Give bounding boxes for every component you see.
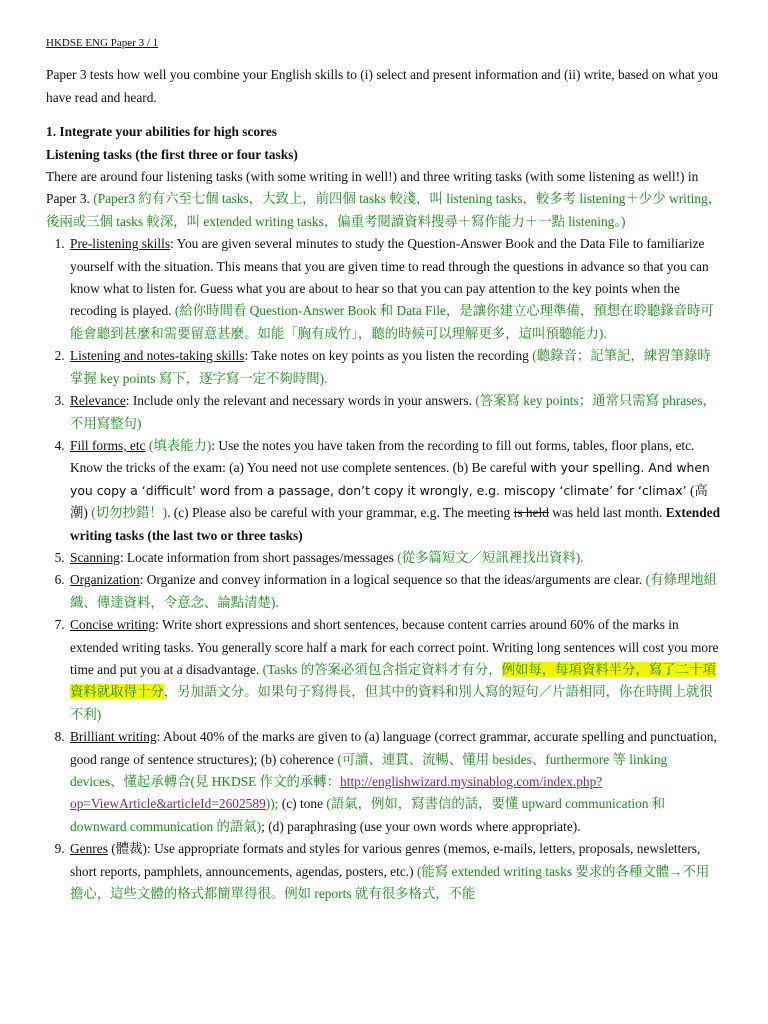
- item-term: Genres: [70, 841, 108, 857]
- list-item: [68, 726, 722, 838]
- subsection-heading: Listening tasks (the first three or four tasks): [46, 146, 298, 162]
- item-zh: (能寫 extended writing tasks 要求的各種文體→不用擔心，這些文體的格式都簡單得很。例如 reports 就有很多格式，不能: [70, 863, 710, 902]
- item-zh: (從多篇短文／短訊裡找出資料).: [397, 549, 584, 565]
- item-zh-pre: (填表能力): [145, 437, 212, 453]
- item-text: : You are given several minutes to study the Question-Answer Book and the Data File to familiarize yourself with the situation. This means that you are given time to read through the questions in advance so that you can know what to listen for. Guess what you are about to hear so that you can pay attention to the key points when the recoding is played.: [70, 236, 709, 319]
- item-zh: (聽錄音；記筆記，練習筆錄時掌握 key points 寫下，逐字寫一定不夠時間).: [70, 348, 711, 386]
- list-item: [68, 233, 722, 345]
- item-zh: (給你時間看 Question-Answer Book 和 Data File，是讓你建立心理準備，預想在聆聽錄音時可能會聽到甚麼和需要留意甚麼。如能「胸有成竹」，聽的時候可以理解更多，這叫預聽能力).: [70, 303, 714, 341]
- item-zh: (可讀、連貫、流暢、懂用 besides、furthermore 等 linking devices、懂起承轉合(見 HKDSE 作文的承轉：: [70, 751, 668, 789]
- list-item: [68, 345, 722, 390]
- item-term: Relevance: [70, 393, 126, 409]
- item-zh-2: ));: [265, 796, 279, 812]
- item-strikethrough: is held: [513, 505, 549, 521]
- listening-intro-zh: (Paper3 約有六至七個 tasks，大致上，前四個 tasks 較淺，叫 listening tasks，較多考 listening＋少少 writing，後兩或三個 tasks 較深，叫 extended writing tasks，偏重考閱讀資料搜尋＋寫作能力＋一點 listening。): [46, 191, 722, 229]
- section-heading: 1. Integrate your abilities for high scores: [46, 124, 277, 140]
- item-text: : Take notes on key points as you listen the recording: [244, 348, 533, 364]
- list-item: [68, 614, 722, 726]
- list-item: [68, 390, 722, 435]
- item-text: : About 40% of the marks are given to (a) language (correct grammar, accurate spelling and punctuation, good range of sentence structures); (b) coherence: [70, 729, 717, 767]
- listening-intro: [46, 166, 722, 233]
- item-term: Listening and notes-taking skills: [70, 348, 245, 364]
- article-link[interactable]: http://englishwizard.mysinablog.com/index.php?op=ViewArticle&articleId=2602589: [70, 774, 603, 812]
- page-header: HKDSE ENG Paper 3 / 1: [46, 37, 159, 49]
- list-item: [68, 435, 722, 547]
- item-term: Scanning: [70, 549, 120, 565]
- item-bold-heading: Extended writing tasks (the last two or three tasks): [70, 505, 721, 543]
- item-zh-2: ，另加語文分。如果句子寫得長，但其中的資料和別人寫的短句／片語相同，你在時間上就很不利): [70, 684, 713, 722]
- item-zh-pre: (體裁): [107, 841, 147, 857]
- item-term: Concise writing: [70, 617, 156, 633]
- item-mono-text: with your spelling. And when you copy a ‘difficult’ word from a passage, don’t copy it wrongly, e.g. miscopy ‘climate’ for ‘climax’: [70, 460, 710, 498]
- item-zh: (有條理地組織、傳達資料，令意念、論點清楚).: [70, 572, 718, 610]
- item-text-2: . (c) Please also be careful with your grammar, e.g. The meeting: [167, 505, 514, 521]
- item-text: : Use the notes you have taken from the recording to fill out forms, tables, floor plans, etc. Know the tricks of the exam: (a) You need not use complete sentences. (b) Be careful: [70, 437, 695, 476]
- item-term: Pre-listening skills: [70, 236, 171, 252]
- item-text-2: (c) tone: [278, 796, 327, 812]
- document-page: [46, 32, 722, 905]
- item-text: : Use appropriate formats and styles for various genres (memos, e-mails, letters, proposals, newsletters, short reports, pamphlets, announcements, agendas, posters, etc.): [70, 841, 701, 879]
- item-zh: (答案寫 key points；通常只需寫 phrases，不用寫整句): [70, 393, 716, 431]
- item-zh: (切勿抄錯！): [91, 505, 168, 521]
- item-term: Fill forms, etc: [70, 437, 146, 453]
- item-text: : Organize and convey information in a logical sequence so that the ideas/arguments are clear.: [139, 572, 646, 588]
- item-text: : Include only the relevant and necessary words in your answers.: [125, 393, 476, 409]
- listening-intro-en: There are around four listening tasks (with some writing in well!) and three writing tasks (with some listening as well!) in Paper 3.: [46, 169, 699, 207]
- item-term: Brilliant writing: [70, 729, 157, 745]
- item-zh-3: (語氣，例如，寫書信的話，要懂 upward communication 和 downward communication 的語氣): [70, 796, 666, 834]
- item-zh: (Tasks 的答案必須包含指定資料才有分，: [262, 661, 502, 677]
- item-text-3: ; (d) paraphrasing (use your own words where appropriate).: [261, 818, 581, 834]
- tips-list: [46, 233, 722, 905]
- list-item: [68, 838, 722, 905]
- item-text-3: was held last month.: [548, 505, 666, 521]
- item-text: : Locate information from short passages/messages: [119, 549, 398, 565]
- item-highlight: 例如每，每項資料半分，寫了二十項資料就取得十分: [70, 661, 716, 700]
- item-term: Organization: [70, 572, 140, 588]
- intro-paragraph: Paper 3 tests how well you combine your English skills to (i) select and present information and (ii) write, based on what you have read and heard.: [46, 67, 718, 105]
- list-item: [68, 569, 722, 614]
- item-zh-mid: (高潮): [70, 482, 708, 521]
- list-item: [68, 547, 722, 569]
- item-text: : Write short expressions and short sentences, because content carries around 60% of the marks in extended writing tasks. You generally score half a mark for each correct point. Writing long sentences will cost you more time and put you at a disadvantage.: [70, 617, 719, 677]
